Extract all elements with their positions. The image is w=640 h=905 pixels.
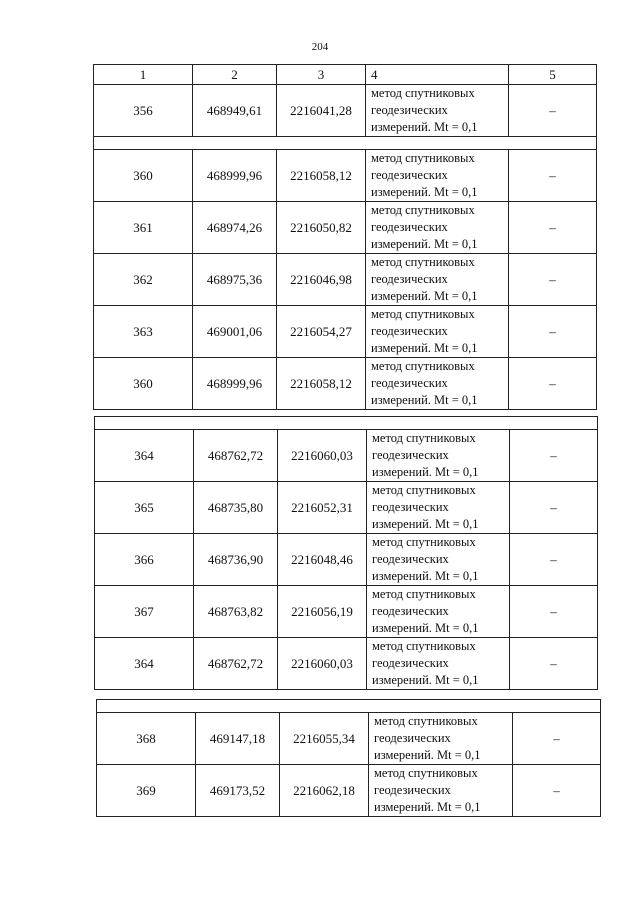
method-text-line: метод спутниковых [372,431,476,445]
note-cell: – [509,358,597,410]
note-cell: – [509,254,597,306]
separator-row [95,417,598,430]
method-text-line: геодезических [371,272,448,286]
method-cell [367,430,510,482]
method-text-line: геодезических [371,376,448,390]
method-text-line: метод спутниковых [371,307,475,321]
method-text-line: метод спутниковых [372,587,476,601]
separator-cell [97,700,601,713]
y-coordinate-cell: 2216058,12 [277,150,366,202]
column-header-1: 1 [94,65,193,85]
table-row [94,150,597,202]
method-cell [367,638,510,690]
table-header-row [94,65,597,85]
method-cell [366,202,509,254]
y-coordinate-cell: 2216041,28 [277,85,366,137]
method-cell [366,150,509,202]
table-row [97,765,601,817]
x-coordinate-cell: 468999,96 [193,358,277,410]
method-text-line: геодезических [372,656,449,670]
y-coordinate-cell: 2216052,31 [278,482,367,534]
point-number-cell: 364 [95,638,194,690]
note-cell: – [510,482,598,534]
method-text-line: метод спутниковых [374,714,478,728]
note-cell: – [510,534,598,586]
method-text-line: геодезических [371,103,448,117]
method-text-line: метод спутниковых [374,766,478,780]
point-number-cell: 364 [95,430,194,482]
method-cell [366,358,509,410]
coordinates-table-part-1 [93,64,597,410]
note-cell: – [513,765,601,817]
method-text-line: измерений. Mt = 0,1 [372,569,479,583]
method-text-line: геодезических [372,500,449,514]
method-cell [366,306,509,358]
y-coordinate-cell: 2216060,03 [278,638,367,690]
table-row [94,358,597,410]
point-number-cell: 367 [95,586,194,638]
y-coordinate-cell: 2216056,19 [278,586,367,638]
method-text-line: метод спутниковых [372,535,476,549]
x-coordinate-cell: 468762,72 [194,638,278,690]
method-cell [366,85,509,137]
method-text-line: измерений. Mt = 0,1 [374,748,481,762]
point-number-cell: 365 [95,482,194,534]
coordinates-table-part-2 [94,416,598,690]
method-text-line: геодезических [371,168,448,182]
note-cell: – [510,430,598,482]
column-header-3: 3 [277,65,366,85]
x-coordinate-cell: 468736,90 [194,534,278,586]
x-coordinate-cell: 468763,82 [194,586,278,638]
table-row [94,306,597,358]
x-coordinate-cell: 468735,80 [194,482,278,534]
method-text-line: метод спутниковых [371,359,475,373]
table-body [97,700,601,817]
method-cell [369,713,513,765]
method-text-line: геодезических [374,731,451,745]
point-number-cell: 362 [94,254,193,306]
method-cell [369,765,513,817]
table-body [95,417,598,690]
table-row [95,430,598,482]
method-text-line: метод спутниковых [371,151,475,165]
note-cell: – [509,85,597,137]
table-body [94,65,597,410]
x-coordinate-cell: 469147,18 [196,713,280,765]
method-text-line: геодезических [372,552,449,566]
x-coordinate-cell: 468949,61 [193,85,277,137]
table-row [94,254,597,306]
y-coordinate-cell: 2216046,98 [277,254,366,306]
method-text-line: метод спутниковых [371,255,475,269]
x-coordinate-cell: 469001,06 [193,306,277,358]
separator-row [94,137,597,150]
method-text-line: измерений. Mt = 0,1 [371,393,478,407]
method-text-line: геодезических [374,783,451,797]
x-coordinate-cell: 468999,96 [193,150,277,202]
method-text-line: метод спутниковых [371,86,475,100]
method-text-line: измерений. Mt = 0,1 [371,185,478,199]
method-text-line: измерений. Mt = 0,1 [374,800,481,814]
separator-cell [95,417,598,430]
table-row [94,202,597,254]
method-text-line: метод спутниковых [372,483,476,497]
column-header-2: 2 [193,65,277,85]
note-cell: – [509,202,597,254]
method-text-line: измерений. Mt = 0,1 [371,341,478,355]
y-coordinate-cell: 2216054,27 [277,306,366,358]
table-row [95,534,598,586]
point-number-cell: 363 [94,306,193,358]
y-coordinate-cell: 2216050,82 [277,202,366,254]
method-cell [367,586,510,638]
method-text-line: измерений. Mt = 0,1 [372,621,479,635]
column-header-5: 5 [509,65,597,85]
separator-row [97,700,601,713]
point-number-cell: 366 [95,534,194,586]
note-cell: – [510,586,598,638]
method-text-line: измерений. Mt = 0,1 [372,517,479,531]
point-number-cell: 369 [97,765,196,817]
point-number-cell: 360 [94,358,193,410]
method-cell [366,254,509,306]
method-cell [367,534,510,586]
method-text-line: измерений. Mt = 0,1 [372,673,479,687]
method-text-line: геодезических [371,324,448,338]
y-coordinate-cell: 2216055,34 [280,713,369,765]
method-text-line: измерений. Mt = 0,1 [371,120,478,134]
y-coordinate-cell: 2216048,46 [278,534,367,586]
method-text-line: метод спутниковых [372,639,476,653]
method-text-line: измерений. Mt = 0,1 [372,465,479,479]
x-coordinate-cell: 468974,26 [193,202,277,254]
x-coordinate-cell: 468762,72 [194,430,278,482]
point-number-cell: 356 [94,85,193,137]
separator-cell [94,137,597,150]
x-coordinate-cell: 469173,52 [196,765,280,817]
y-coordinate-cell: 2216060,03 [278,430,367,482]
table-row [95,482,598,534]
note-cell: – [513,713,601,765]
method-text-line: измерений. Mt = 0,1 [371,237,478,251]
table-row [94,85,597,137]
column-header-4: 4 [366,65,509,85]
y-coordinate-cell: 2216062,18 [280,765,369,817]
method-text-line: метод спутниковых [371,203,475,217]
table-row [95,638,598,690]
note-cell: – [509,306,597,358]
x-coordinate-cell: 468975,36 [193,254,277,306]
note-cell: – [509,150,597,202]
note-cell: – [510,638,598,690]
method-text-line: геодезических [372,604,449,618]
coordinates-table-part-3 [96,699,601,817]
point-number-cell: 368 [97,713,196,765]
method-text-line: геодезических [371,220,448,234]
table-row [95,586,598,638]
table-row [97,713,601,765]
method-text-line: измерений. Mt = 0,1 [371,289,478,303]
point-number-cell: 361 [94,202,193,254]
point-number-cell: 360 [94,150,193,202]
method-text-line: геодезических [372,448,449,462]
page-number: 204 [311,41,329,53]
method-cell [367,482,510,534]
y-coordinate-cell: 2216058,12 [277,358,366,410]
